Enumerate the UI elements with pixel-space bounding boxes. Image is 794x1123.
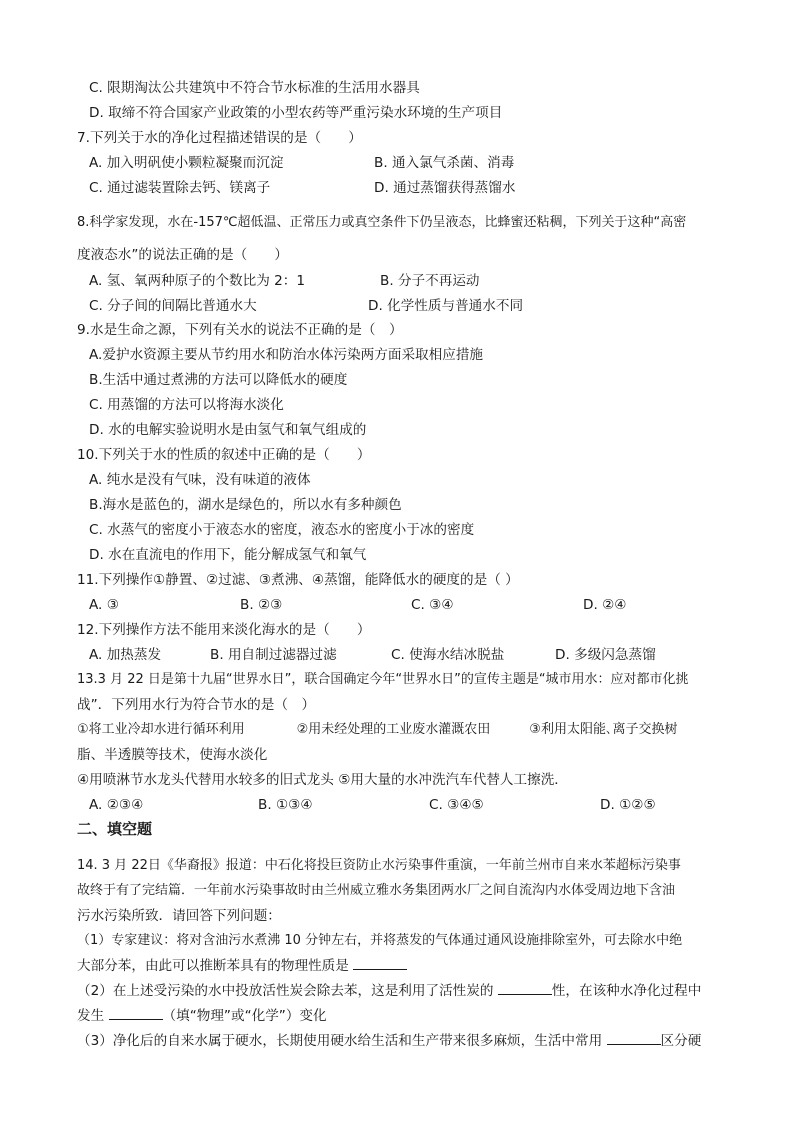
- q11-option-a: A. ③: [89, 597, 119, 613]
- q13-option-c: C. ③④⑤: [429, 797, 484, 813]
- q7-option-d: D. 通过蒸馏获得蒸馏水: [374, 180, 516, 196]
- part2-line2-cont: （填“物理”或“化学”）变化: [162, 1008, 327, 1024]
- q10-option-c: C. 水蒸气的密度小于液态水的密度，液态水的密度小于冰的密度: [89, 522, 475, 538]
- question-14-part3-line1: [77, 1032, 701, 1050]
- answer-blank: [607, 1032, 661, 1045]
- question-14-part1-line1: （1）专家建议：将对含油污水煮沸 10 分钟左右，并将蒸发的气体通过通风设施排除室外，可去除水中绝: [77, 933, 683, 948]
- question-14-line1: 14. 3 月 22日《华裔报》报道：中石化将投巨资防止水污染事件重演，一年前兰州市自来水苯超标污染事: [77, 858, 681, 873]
- q13-option-d: D. ①②⑤: [600, 797, 656, 813]
- question-13-item-3-cont: 脂、半透膜等技术，使海水淡化: [77, 747, 268, 763]
- q7-option-a: A. 加入明矾使小颗粒凝聚而沉淀: [89, 155, 284, 171]
- question-13-line2: 战”．下列用水行为符合节水的是（ ）: [77, 697, 316, 713]
- q12-option-a: A. 加热蒸发: [89, 647, 162, 663]
- part2-text: （2）在上述受污染的水中投放活性炭会除去苯，这是利用了活性炭的: [77, 983, 494, 999]
- answer-blank: [109, 1007, 163, 1020]
- answer-blank: [498, 982, 552, 995]
- section-title-fill-in: 二、填空题: [77, 820, 153, 838]
- q6-option-c: C. 限期淘汰公共建筑中不符合节水标准的生活用水器具: [89, 80, 420, 96]
- q12-option-c: C. 使海水结冰脱盐: [391, 647, 505, 663]
- answer-blank: [353, 957, 407, 970]
- question-7: 7.下列关于水的净化过程描述错误的是（ ）: [77, 130, 362, 146]
- q12-option-d: D. 多级闪急蒸馏: [555, 647, 656, 663]
- question-11: 11.下列操作①静置、②过滤、③煮沸、④蒸馏，能降低水的硬度的是（ ）: [77, 572, 519, 588]
- question-14-line2: 故终于有了完结篇．一年前水污染事故时由兰州威立雅水务集团两水厂之间自流沟内水体受周边地下含油: [77, 883, 676, 898]
- question-8-line2: 度液态水”的说法正确的是（ ）: [77, 247, 288, 263]
- q9-option-a: A.爱护水资源主要从节约用水和防治水体污染两方面采取相应措施: [89, 347, 484, 363]
- q9-option-d: D. 水的电解实验说明水是由氢气和氧气组成的: [89, 422, 367, 438]
- question-14-line3: 污水污染所致．请回答下列问题：: [77, 908, 281, 924]
- q7-option-c: C. 通过滤装置除去钙、镁离子: [89, 180, 271, 196]
- q7-option-b: B. 通入氯气杀菌、消毒: [374, 155, 515, 171]
- q9-option-b: B.生活中通过煮沸的方法可以降低水的硬度: [89, 372, 348, 388]
- q13-option-b: B. ①③④: [258, 797, 313, 813]
- q13-option-a: A. ②③④: [89, 797, 144, 813]
- part1-text: 大部分苯，由此可以推断苯具有的物理性质是: [77, 958, 349, 974]
- question-13-item-1-3: ①将工业冷却水进行循环利用 ②用未经处理的工业废水灌溉农田 ③利用太阳能､离子交换树: [77, 722, 678, 737]
- question-14-part2-line2: [77, 1007, 327, 1025]
- q10-option-a: A. 纯水是没有气味，没有味道的液体: [89, 472, 311, 488]
- q8-option-d: D. 化学性质与普通水不同: [368, 298, 524, 314]
- part3-text-cont: 区分硬: [660, 1033, 702, 1049]
- q11-option-d: D. ②④: [583, 597, 627, 613]
- part3-text: （3）净化后的自来水属于硬水，长期使用硬水给生活和生产带来很多麻烦，生活中常用: [77, 1033, 603, 1049]
- q8-option-a: A. 氢、氧两种原子的个数比为 2：1: [89, 273, 306, 289]
- question-12: 12.下列操作方法不能用来淡化海水的是（ ）: [77, 622, 371, 638]
- part2-line2-text: 发生: [77, 1008, 105, 1024]
- question-10: 10.下列关于水的性质的叙述中正确的是（ ）: [77, 447, 371, 463]
- q12-option-b: B. 用自制过滤器过滤: [210, 647, 337, 663]
- q10-option-d: D. 水在直流电的作用下，能分解成氢气和氧气: [89, 547, 367, 563]
- question-8-line1: 8.科学家发现，水在-157℃超低温、正常压力或真空条件下仍呈液态，比蜂蜜还粘稠，下列关于这种“高密: [77, 215, 687, 230]
- part2-text-cont: 性，在该种水净化过程中: [551, 983, 702, 999]
- question-14-part2-line1: [77, 982, 701, 1000]
- q11-option-b: B. ②③: [240, 597, 283, 613]
- question-9: 9.水是生命之源，下列有关水的说法不正确的是（ ）: [77, 322, 403, 338]
- question-13-item-4-5: ④用喷淋节水龙头代替用水较多的旧式龙头 ⑤用大量的水冲洗汽车代替人工擦洗．: [77, 772, 568, 788]
- question-13-line1: 13.3 月 22 日是第十九届“世界水日”，联合国确定今年“世界水日”的宣传主题是“城市用水：应对都市化挑: [77, 672, 689, 687]
- q6-option-d: D. 取缔不符合国家产业政策的小型农药等严重污染水环境的生产项目: [89, 105, 503, 121]
- q10-option-b: B.海水是蓝色的，湖水是绿色的，所以水有多种颜色: [89, 497, 402, 513]
- q8-option-c: C. 分子间的间隔比普通水大: [89, 298, 257, 314]
- question-14-part1-line2: [77, 957, 407, 975]
- q11-option-c: C. ③④: [411, 597, 454, 613]
- q9-option-c: C. 用蒸馏的方法可以将海水淡化: [89, 397, 284, 413]
- q8-option-b: B. 分子不再运动: [380, 273, 480, 289]
